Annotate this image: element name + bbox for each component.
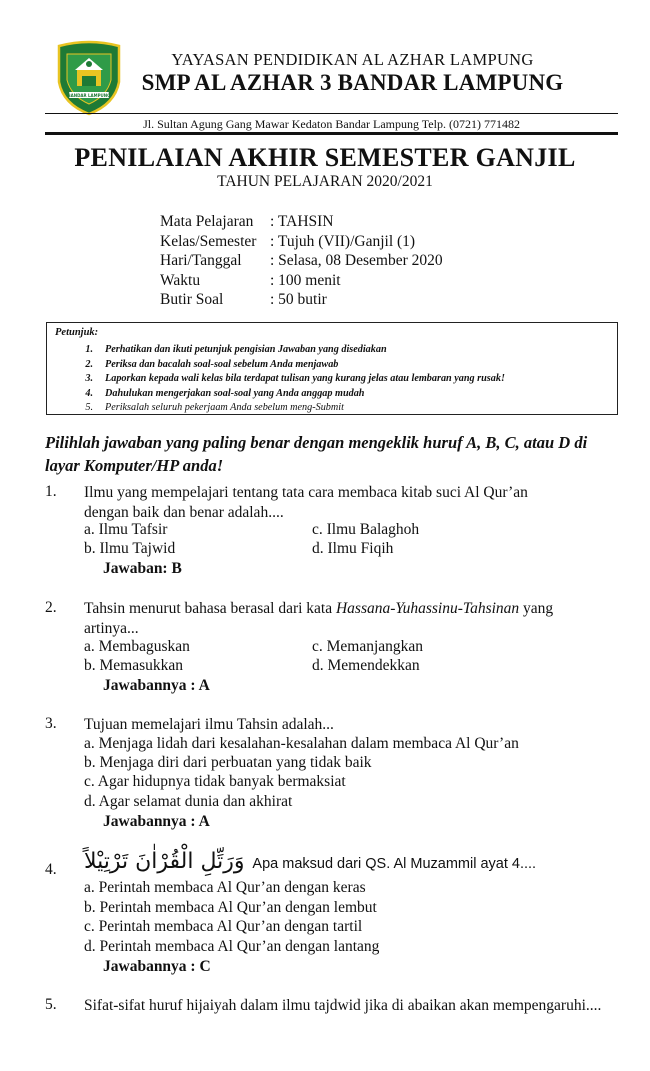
instruction-text: Dahulukan mengerjakan soal-soal yang Anda anggap mudah [105,387,365,399]
question-3 [45,715,620,835]
option-d[interactable]: d. Memendekkan [312,657,420,674]
question-number: 3. [45,715,57,732]
option-a[interactable]: a. Menjaga lidah dari kesalahan-kesalahan dalam membaca Al Qur’an [84,735,519,752]
question-line: dengan baik dan benar adalah.... [84,504,284,521]
answer-key: Jawabannya : A [103,813,210,830]
question-4 [45,849,620,982]
option-d[interactable]: d. Ilmu Fiqih [312,540,394,557]
instructions-list [75,343,505,416]
info-value: : TAHSIN [270,213,334,230]
question-5 [45,996,620,1056]
exam-info [160,212,443,310]
info-row [160,212,443,232]
info-row [160,251,443,271]
option-c[interactable]: c. Memanjangkan [312,638,424,655]
info-value: : 50 butir [270,291,327,308]
info-row [160,290,443,310]
header-divider-thin [45,113,618,114]
question-line: artinya... [84,620,139,637]
info-label: Kelas/Semester [160,232,257,250]
instruction-number: 5. [85,402,93,413]
question-text-part: yang [519,600,554,617]
option-b[interactable]: b. Ilmu Tajwid [84,540,176,557]
question-line [84,599,624,619]
answer-key: Jawaban: B [103,560,182,577]
info-value: : Selasa, 08 Desember 2020 [270,252,443,269]
instruction-item [75,401,505,416]
instruction-number: 1. [85,344,93,355]
instruction-text: Periksalah seluruh pekerjaam Anda sebelum meng-Submit [105,402,344,413]
info-label: Butir Soal [160,291,224,308]
answer-key: Jawabannya : C [103,958,211,975]
option-a[interactable]: a. Membaguskan [84,638,190,655]
instruction-number: 2. [85,358,93,370]
info-label: Mata Pelajaran [160,213,254,230]
question-line: Ilmu yang mempelajari tentang tata cara membaca kitab suci Al Qur’an [84,484,528,501]
instruction-text: Perhatikan dan ikuti petunjuk pengisian Jawaban yang disediakan [105,344,387,355]
question-text [84,483,624,523]
question-text: Sifat-sifat huruf hijaiyah dalam ilmu tajdwid jika di abaikan akan mempengaruhi.... [84,997,602,1014]
option-b[interactable]: b. Memasukkan [84,657,184,674]
instruction-text: Periksa dan bacalah soal-soal sebelum Anda menjawab [105,358,339,370]
info-label: Hari/Tanggal [160,252,242,269]
header-divider-thick [45,132,618,135]
instruction-number: 3. [85,373,93,384]
academic-year: TAHUN PELAJARAN 2020/2021 [217,173,433,190]
option-d[interactable]: d. Perintah membaca Al Qur’an dengan lantang [84,938,380,955]
option-a[interactable]: a. Perintah membaca Al Qur’an dengan keras [84,879,366,896]
question-text-part: Tahsin menurut bahasa berasal dari kata [84,600,336,617]
instruction-item [75,372,505,387]
school-name: SMP AL AZHAR 3 BANDAR LAMPUNG [141,70,564,95]
info-row [160,232,443,252]
option-b[interactable]: b. Menjaga diri dari perbuatan yang tidak baik [84,754,372,771]
question-1 [45,483,620,583]
logo-text: BANDAR LAMPUNG [67,93,111,98]
option-c[interactable]: c. Ilmu Balaghoh [312,521,420,538]
foundation-name: YAYASAN PENDIDIKAN AL AZHAR LAMPUNG [171,50,534,69]
option-d[interactable]: d. Agar selamat dunia dan akhirat [84,793,293,810]
question-2 [45,599,620,699]
question-text [84,599,624,639]
question-prompt: Apa maksud dari QS. Al Muzammil ayat 4.... [252,856,537,872]
instruction-item [75,358,505,373]
option-a[interactable]: a. Ilmu Tafsir [84,521,168,538]
option-c[interactable]: c. Perintah membaca Al Qur’an dengan tartil [84,918,363,935]
question-term: Hassana-Yuhassinu-Tahsinan [335,600,520,617]
question-number: 4. [45,861,57,878]
instruction-text: Laporkan kepada wali kelas bila terdapat tulisan yang kurang jelas atau lembaran yang rusak! [105,373,505,384]
question-number: 2. [45,599,57,616]
quran-verse: وَرَتِّلِ الْقُرْاٰنَ تَرْتِيْلاً [84,849,245,874]
instruction-item [75,387,505,402]
school-address: Jl. Sultan Agung Gang Mawar Kedaton Bandar Lampung Telp. (0721) 771482 [143,117,520,131]
info-row [160,271,443,291]
instruction-number: 4. [85,387,93,399]
question-text: Tujuan memelajari ilmu Tahsin adalah... [84,716,334,733]
instructions-title: Petunjuk: [55,327,99,338]
info-value: : Tujuh (VII)/Ganjil (1) [270,232,416,250]
info-label: Waktu [160,271,201,289]
instruction-item [75,343,505,358]
question-text [84,849,624,874]
question-number: 5. [45,996,57,1013]
exam-title: PENILAIAN AKHIR SEMESTER GANJIL [74,143,576,172]
option-c[interactable]: c. Agar hidupnya tidak banyak bermaksiat [84,773,346,790]
school-logo [55,40,123,116]
question-number: 1. [45,483,57,500]
instructions-box [46,322,618,415]
main-instruction: Pilihlah jawaban yang paling benar dengan mengeklik huruf A, B, C, atau D di layar Komputer/HP anda! [45,433,588,475]
option-b[interactable]: b. Perintah membaca Al Qur’an dengan lembut [84,899,377,916]
info-value: : 100 menit [270,271,341,289]
answer-key: Jawabannya : A [103,677,210,694]
